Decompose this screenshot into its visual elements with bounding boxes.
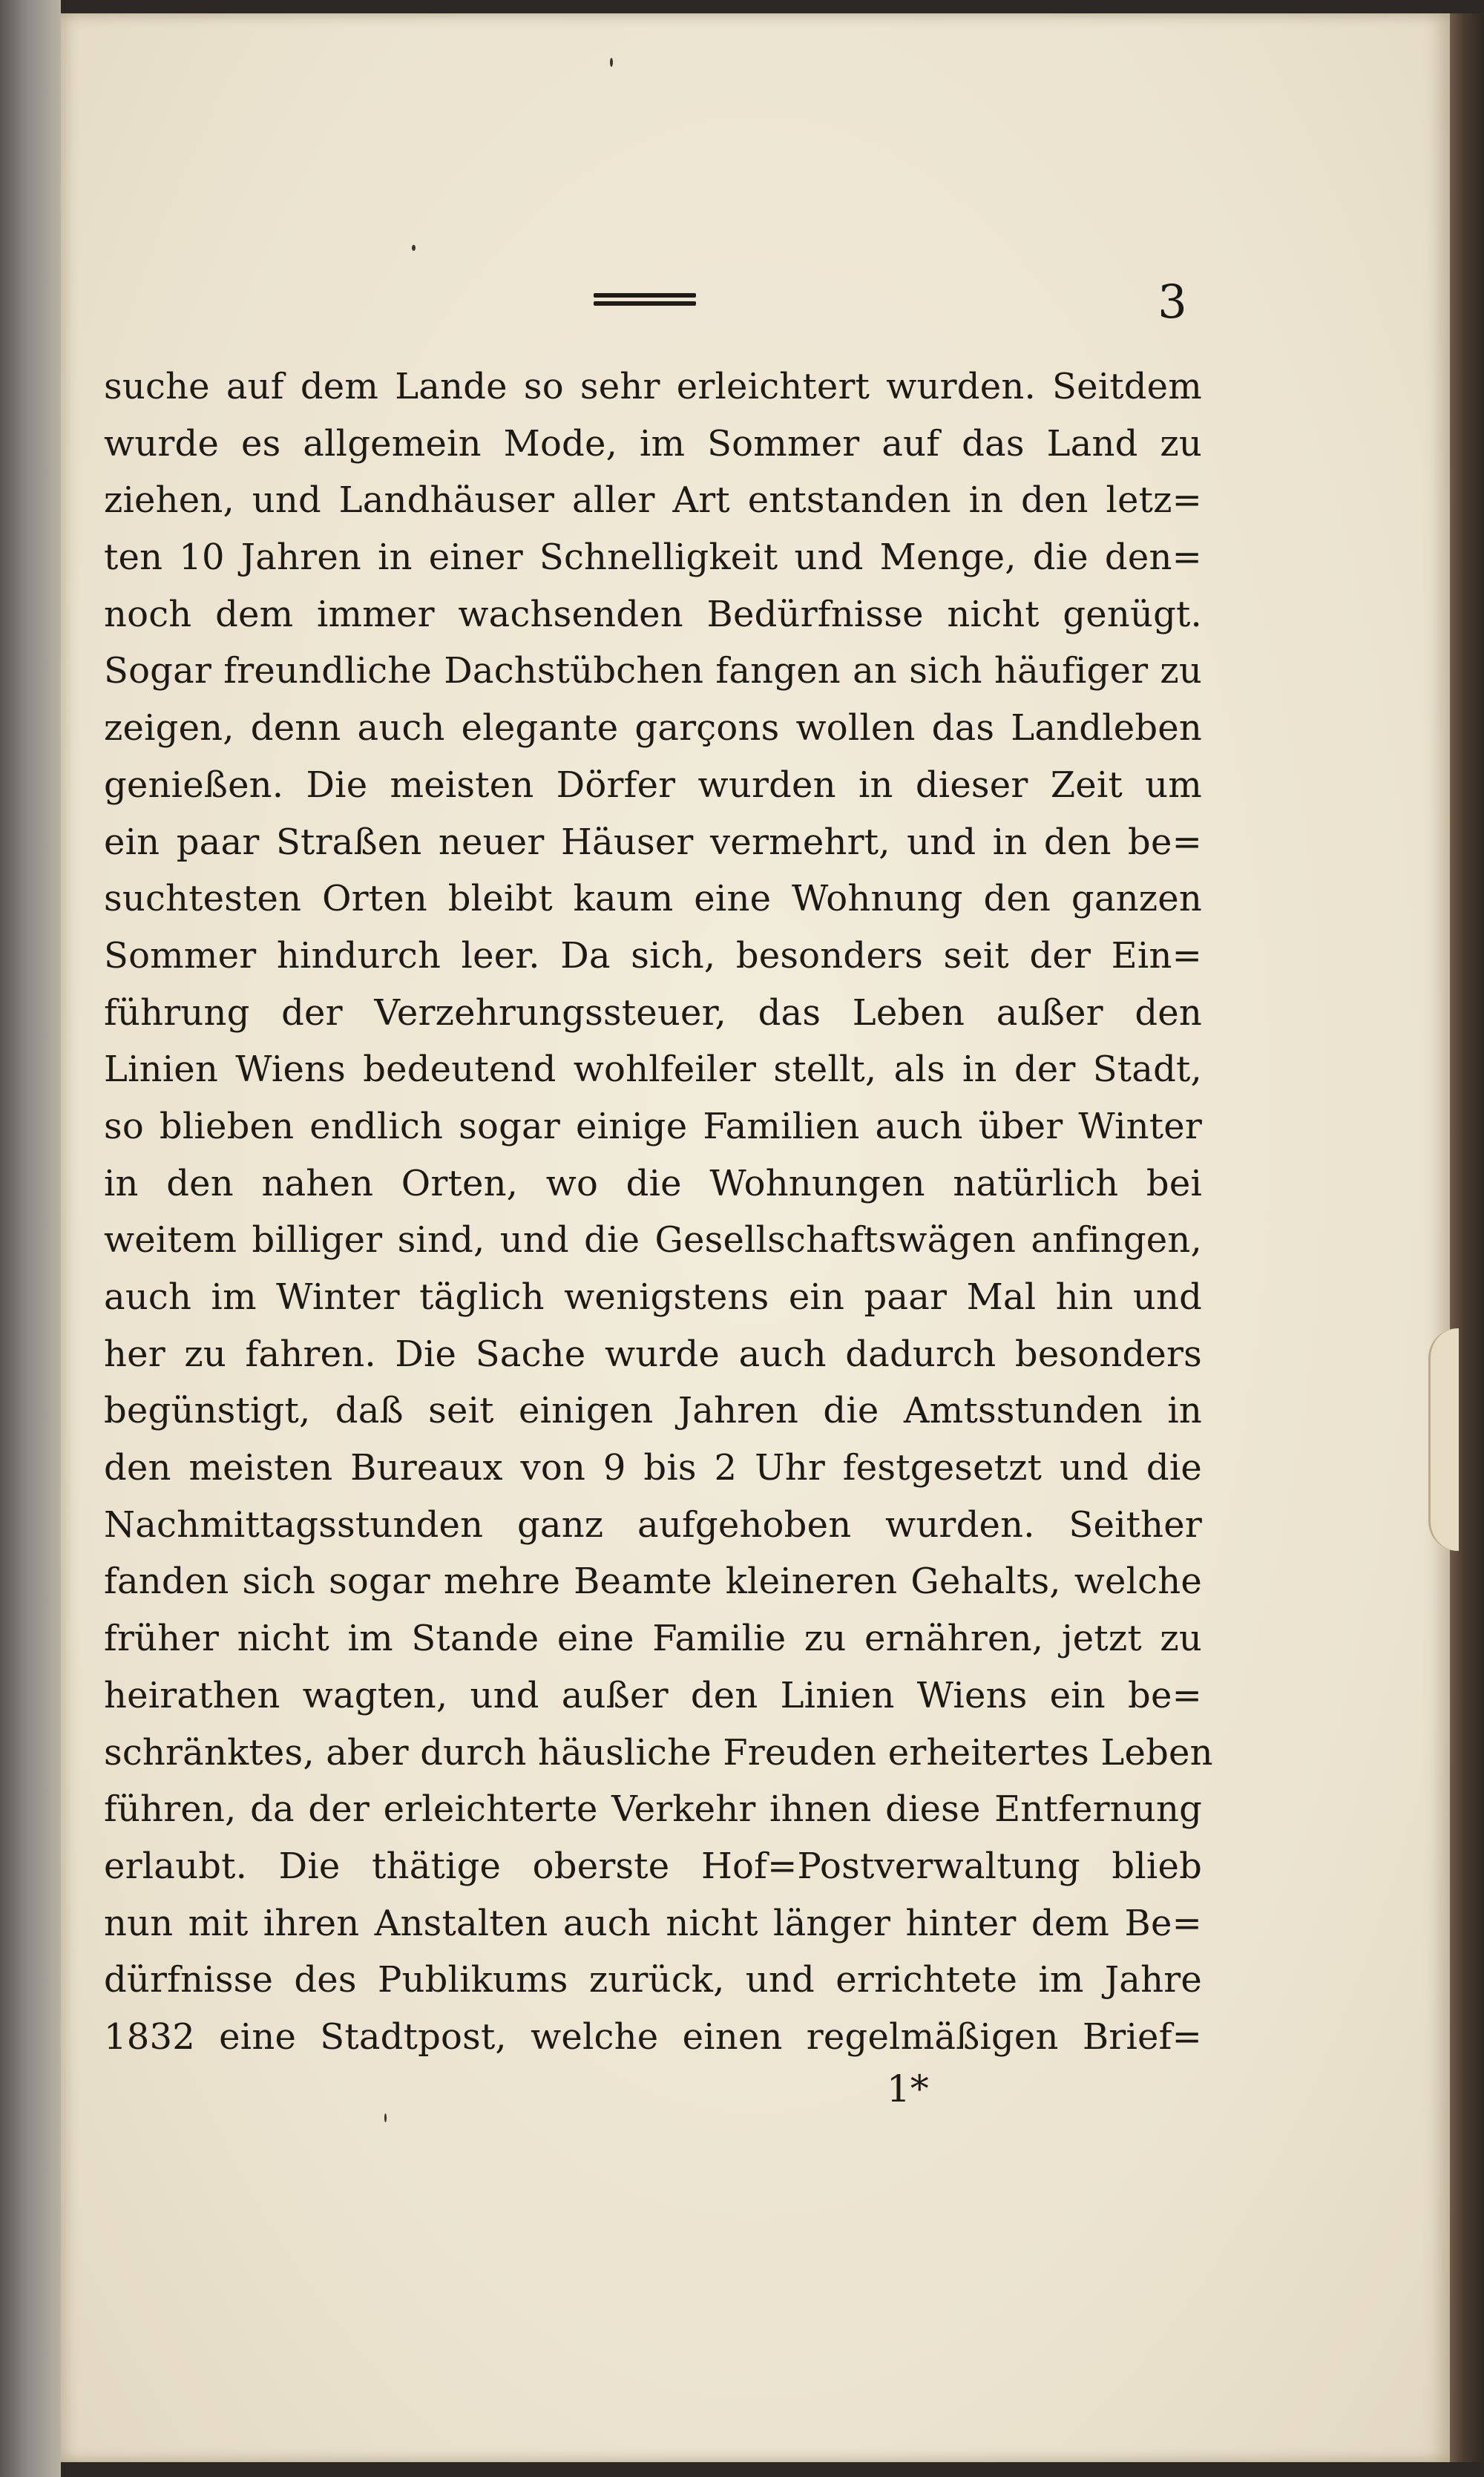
text-line: noch dem immer wachsenden Bedürfnisse nicht genügt.	[104, 593, 1202, 635]
text-line: so blieben endlich sogar einige Familien auch über Winter	[104, 1105, 1202, 1147]
text-line: weitem billiger sind, und die Gesellschaftswägen anfingen,	[104, 1219, 1202, 1262]
text-line: Sogar freundliche Dachstübchen fangen an sich häufiger zu	[104, 650, 1202, 692]
text-line: suchtesten Orten bleibt kaum eine Wohnung den ganzen	[104, 878, 1202, 920]
text-line: nun mit ihren Anstalten auch nicht länger hinter dem Be=	[104, 1902, 1202, 1944]
text-line: den meisten Bureaux von 9 bis 2 Uhr festgesetzt und die	[104, 1447, 1202, 1489]
text-line: führen, da der erleichterte Verkehr ihnen diese Entfernung	[104, 1788, 1202, 1831]
text-line: wurde es allgemein Mode, im Sommer auf das Land zu	[104, 422, 1202, 465]
header-rule	[594, 293, 696, 309]
text-line: zeigen, denn auch elegante garçons wollen das Landleben	[104, 707, 1202, 749]
text-line: ten 10 Jahren in einer Schnelligkeit und Menge, die den=	[104, 537, 1202, 579]
text-line: schränktes, aber durch häusliche Freuden erheitertes Leben	[104, 1731, 1213, 1774]
text-line: in den nahen Orten, wo die Wohnungen natürlich bei	[104, 1162, 1202, 1204]
body-text	[104, 358, 1213, 2066]
text-line: suche auf dem Lande so sehr erleichtert wurden. Seitdem	[104, 366, 1202, 407]
text-line: auch im Winter täglich wenigstens ein paar Mal hin und	[104, 1276, 1202, 1318]
text-line: führung der Verzehrungssteuer, das Leben außer den	[104, 991, 1202, 1034]
paper-speck	[610, 58, 613, 67]
text-line: Linien Wiens bedeutend wohlfeiler stellt, als in der Stadt,	[104, 1049, 1202, 1091]
text-line: dürfnisse des Publikums zurück, und errichtete im Jahre	[104, 1959, 1202, 2001]
page-edge-fold	[1428, 1328, 1459, 1551]
text-line last: 1832 eine Stadtpost, welche einen regelmäßigen Brief=	[104, 2015, 1202, 2058]
text-line: erlaubt. Die thätige oberste Hof=Postverwaltung blieb	[104, 1845, 1202, 1887]
text-line: fanden sich sogar mehre Beamte kleineren Gehalts, welche	[104, 1561, 1202, 1603]
paper-speck	[412, 245, 416, 251]
text-line: früher nicht im Stande eine Familie zu ernähren, jetzt zu	[104, 1618, 1202, 1660]
text-line: heirathen wagten, und außer den Linien Wiens ein be=	[104, 1674, 1202, 1716]
printer-signature: 1*	[887, 2067, 929, 2110]
text-line: genießen. Die meisten Dörfer wurden in dieser Zeit um	[104, 764, 1202, 806]
text-line: ein paar Straßen neuer Häuser vermehrt, und in den be=	[104, 821, 1202, 863]
binding-shadow	[0, 0, 61, 2477]
book-cover-edge	[1450, 13, 1484, 2462]
text-line: Nachmittagsstunden ganz aufgehoben wurden. Seither	[104, 1503, 1202, 1546]
text-line: ziehen, und Landhäuser aller Art entstanden in den letz=	[104, 479, 1202, 522]
paper-speck	[384, 2113, 387, 2122]
text-line: begünstigt, daß seit einigen Jahren die Amtsstunden in	[104, 1390, 1202, 1432]
text-line: her zu fahren. Die Sache wurde auch dadurch besonders	[104, 1333, 1202, 1375]
text-line: Sommer hindurch leer. Da sich, besonders seit der Ein=	[104, 934, 1202, 977]
page-number: 3	[1158, 275, 1187, 329]
